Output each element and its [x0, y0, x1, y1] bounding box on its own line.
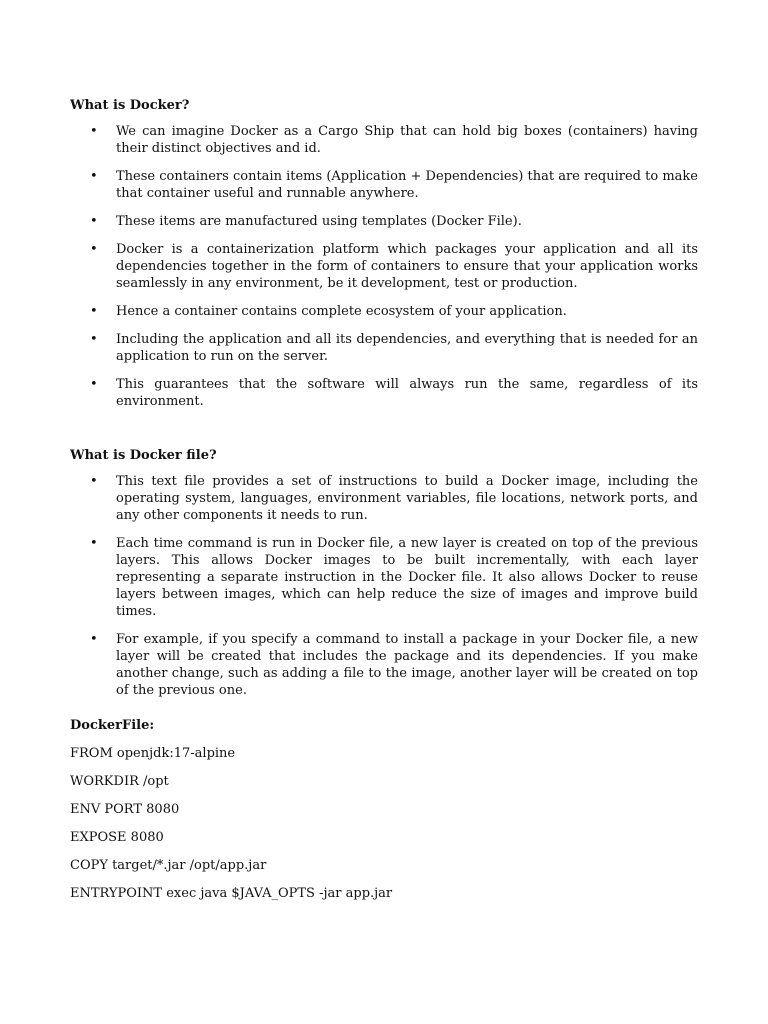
list-item-text: Hence a container contains complete ecosystem of your application. [116, 304, 567, 319]
list-item-text: This text file provides a set of instructions to build a Docker image, including the operating system, languages, environment variables, file locations, network ports, and any other components it needs to run. [116, 474, 698, 523]
section-dockerfile [70, 717, 698, 902]
bullet-icon: • [90, 377, 98, 392]
list-item [70, 123, 698, 157]
list-item-text: We can imagine Docker as a Cargo Ship that can hold big boxes (containers) having their distinct objectives and id. [116, 124, 698, 156]
bullet-list [70, 473, 698, 699]
bullet-icon: • [90, 214, 98, 229]
list-item [70, 376, 698, 410]
dockerfile-line: COPY target/*.jar /opt/app.jar [70, 858, 267, 873]
list-item [70, 213, 698, 230]
list-item [70, 631, 698, 699]
list-item [70, 473, 698, 524]
dockerfile-line: WORKDIR /opt [70, 774, 169, 789]
bullet-icon: • [90, 242, 98, 257]
dockerfile-line: FROM openjdk:17-alpine [70, 746, 236, 761]
list-item-text: Docker is a containerization platform which packages your application and all its dependencies together in the form of containers to ensure that your application works seamlessly in any environment, be it development, test or production. [116, 242, 698, 291]
section-what-is-docker [70, 97, 698, 410]
dockerfile-line: ENV PORT 8080 [70, 802, 180, 817]
bullet-icon: • [90, 536, 98, 551]
dockerfile-line: EXPOSE 8080 [70, 830, 164, 845]
list-item [70, 535, 698, 620]
list-item-text: These items are manufactured using templates (Docker File). [116, 214, 522, 229]
list-item-text: Including the application and all its dependencies, and everything that is needed for an application to run on the server. [116, 332, 698, 364]
list-item [70, 241, 698, 292]
dockerfile-line: ENTRYPOINT exec java $JAVA_OPTS -jar app.jar [70, 886, 393, 901]
list-item [70, 331, 698, 365]
bullet-icon: • [90, 169, 98, 184]
list-item-text: For example, if you specify a command to install a package in your Docker file, a new layer will be created that includes the package and its dependencies. If you make another change, such as adding a file to the image, another layer will be created on top of the previous one. [116, 632, 698, 698]
section-heading: What is Docker file? [70, 448, 217, 463]
bullet-icon: • [90, 304, 98, 319]
bullet-icon: • [90, 124, 98, 139]
bullet-list [70, 123, 698, 410]
section-heading: What is Docker? [70, 98, 190, 113]
bullet-icon: • [90, 332, 98, 347]
section-what-is-docker-file [70, 447, 698, 699]
list-item-text: Each time command is run in Docker file, a new layer is created on top of the previous layers. This allows Docker images to be built incrementally, with each layer representing a separate instruction in the Docker file. It also allows Docker to reuse layers between images, which can help reduce the size of images and improve build times. [116, 536, 698, 619]
bullet-icon: • [90, 632, 98, 647]
list-item [70, 168, 698, 202]
list-item-text: These containers contain items (Application + Dependencies) that are required to make that container useful and runnable anywhere. [116, 169, 698, 201]
dockerfile-heading: DockerFile: [70, 718, 155, 733]
bullet-icon: • [90, 474, 98, 489]
list-item-text: This guarantees that the software will always run the same, regardless of its environment. [116, 377, 698, 409]
list-item [70, 303, 698, 320]
document-page [70, 97, 698, 902]
